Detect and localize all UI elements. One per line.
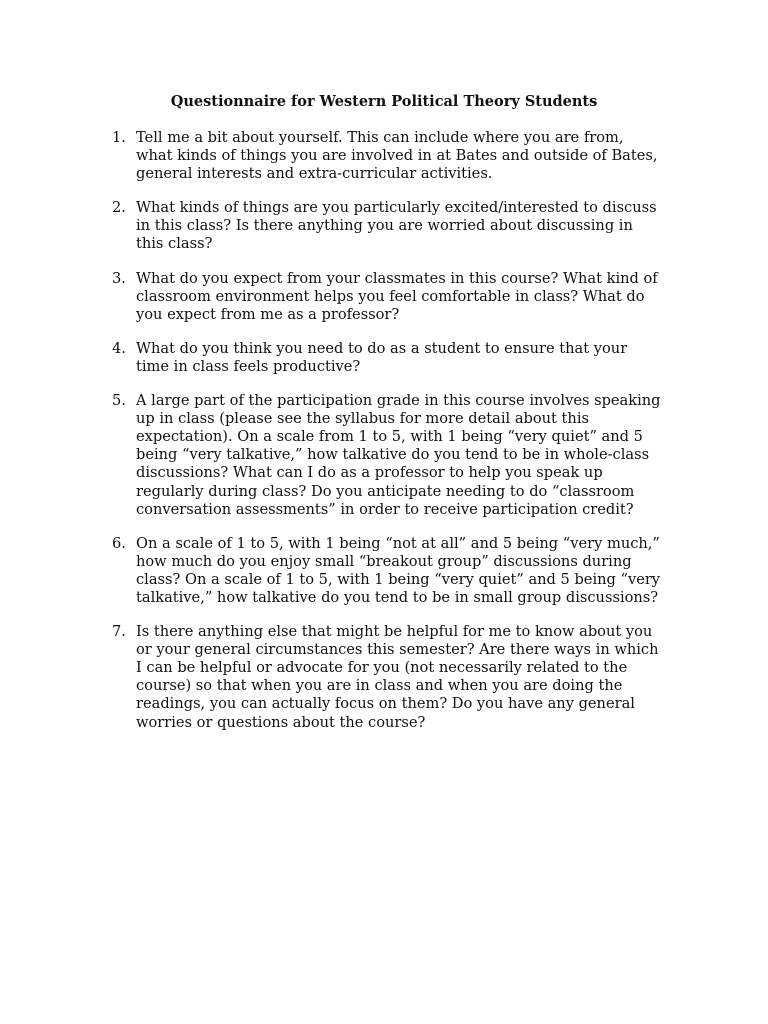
question-line: regularly during class? Do you anticipate needing to do “classroom <box>136 482 635 500</box>
question-line: general interests and extra-curricular activities. <box>136 165 493 183</box>
question-item <box>109 340 689 376</box>
question-line: being “very talkative,” how talkative do you tend to be in whole-class <box>136 446 650 464</box>
question-number: 7. <box>112 623 126 641</box>
question-line: A large part of the participation grade in this course involves speaking <box>136 392 661 410</box>
question-line: talkative,” how talkative do you tend to be in small group discussions? <box>136 588 659 606</box>
question-line: classroom environment helps you feel comfortable in class? What do <box>136 287 645 305</box>
question-item <box>109 535 689 607</box>
question-line: Is there anything else that might be helpful for me to know about you <box>136 623 653 641</box>
question-item <box>109 623 689 732</box>
question-number: 5. <box>112 392 126 410</box>
question-number: 6. <box>112 534 126 552</box>
question-line: expectation). On a scale from 1 to 5, with 1 being “very quiet” and 5 <box>136 428 643 446</box>
question-line: conversation assessments” in order to receive participation credit? <box>136 500 634 518</box>
question-number: 1. <box>112 129 126 146</box>
question-line: how much do you enjoy small “breakout group” discussions during <box>136 552 632 570</box>
question-number: 4. <box>112 339 126 357</box>
question-item <box>109 129 689 183</box>
question-line: course) so that when you are in class and when you are doing the <box>136 677 623 695</box>
question-item <box>109 392 689 519</box>
question-item <box>109 270 689 324</box>
question-line: what kinds of things you are involved in at Bates and outside of Bates, <box>136 147 658 165</box>
question-line: you expect from me as a professor? <box>136 305 400 323</box>
question-number: 2. <box>112 199 126 217</box>
question-line: I can be helpful or advocate for you (not necessarily related to the <box>136 659 628 677</box>
question-line: this class? <box>136 235 213 253</box>
question-line: What do you think you need to do as a student to ensure that your <box>136 339 628 357</box>
question-line: up in class (please see the syllabus for more detail about this <box>136 410 589 428</box>
question-line: in this class? Is there anything you are worried about discussing in <box>136 217 633 235</box>
question-line: class? On a scale of 1 to 5, with 1 being “very quiet” and 5 being “very <box>136 570 661 588</box>
question-list <box>109 129 689 748</box>
question-line: or your general circumstances this semester? Are there ways in which <box>136 641 659 659</box>
question-line: Tell me a bit about yourself. This can include where you are from, <box>136 129 624 146</box>
question-line: What kinds of things are you particularly excited/interested to discuss <box>136 199 657 217</box>
page-title: Questionnaire for Western Political Theory Students <box>170 93 598 110</box>
question-line: discussions? What can I do as a professor to help you speak up <box>136 464 603 482</box>
question-line: What do you expect from your classmates in this course? What kind of <box>136 269 658 287</box>
question-line: On a scale of 1 to 5, with 1 being “not at all” and 5 being “very much,” <box>136 534 660 552</box>
question-item <box>109 199 689 253</box>
question-line: readings, you can actually focus on them? Do you have any general <box>136 695 635 713</box>
question-number: 3. <box>112 269 126 287</box>
question-line: worries or questions about the course? <box>136 713 426 731</box>
question-line: time in class feels productive? <box>136 357 361 375</box>
